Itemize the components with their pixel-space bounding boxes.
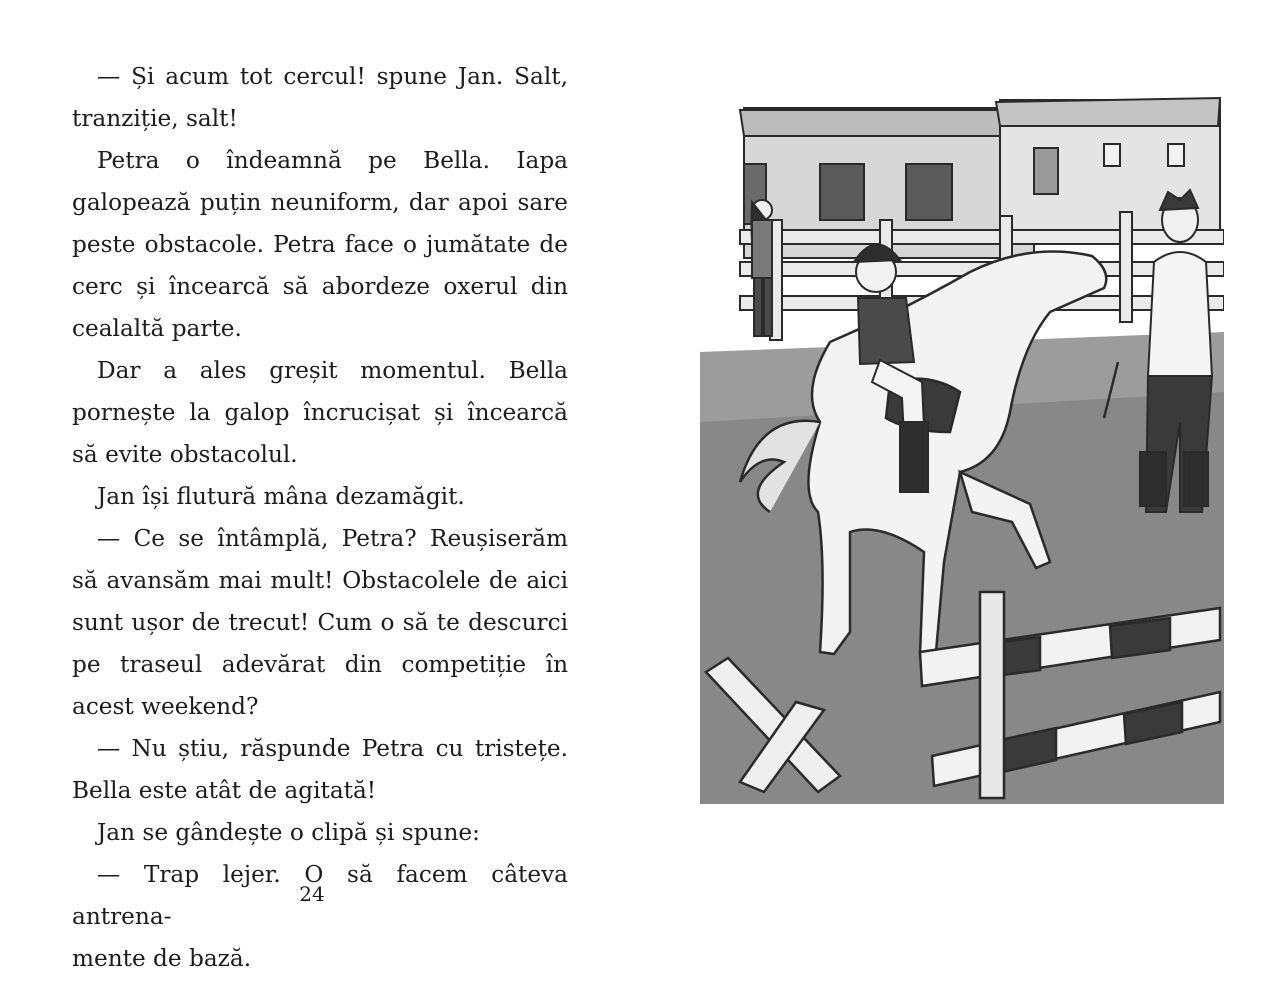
page-number: 24 <box>299 882 325 906</box>
paragraph-line: — Trap lejer. O să facem câteva antrena- <box>72 861 568 930</box>
paragraph: — Și acum tot cercul! spune Jan. Salt, tranziție, salt! <box>72 63 568 132</box>
paragraph: Jan își flutură mâna dezamăgit. <box>97 483 465 510</box>
paragraph: Petra o îndeamnă pe Bella. Iapa galopează puțin neuniform, dar apoi sare peste obstacole. Petra face o jumătate de cerc și încearcă să abordeze oxerul din cealaltă parte. <box>72 147 568 342</box>
spectator-girl <box>752 200 773 336</box>
riding-lesson-illustration <box>700 92 1224 804</box>
text-column <box>72 56 568 980</box>
paragraph: Dar a ales greșit momentul. Bella pornește la galop încrucișat și încearcă să evite obstacolul. <box>72 357 568 468</box>
paragraph: Jan se gândește o clipă și spune: <box>97 819 480 846</box>
paragraph: — Nu știu, răspunde Petra cu tristețe. Bella este atât de agitată! <box>72 735 568 804</box>
paragraph-line: mente de bază. <box>72 945 252 972</box>
illustration <box>700 92 1224 804</box>
paragraph: — Ce se întâmplă, Petra? Reușiserăm să avansăm mai mult! Obstacolele de aici sunt ușor de trecut! Cum o să te descurci pe traseul adevărat din competiție în acest weekend? <box>72 525 568 720</box>
